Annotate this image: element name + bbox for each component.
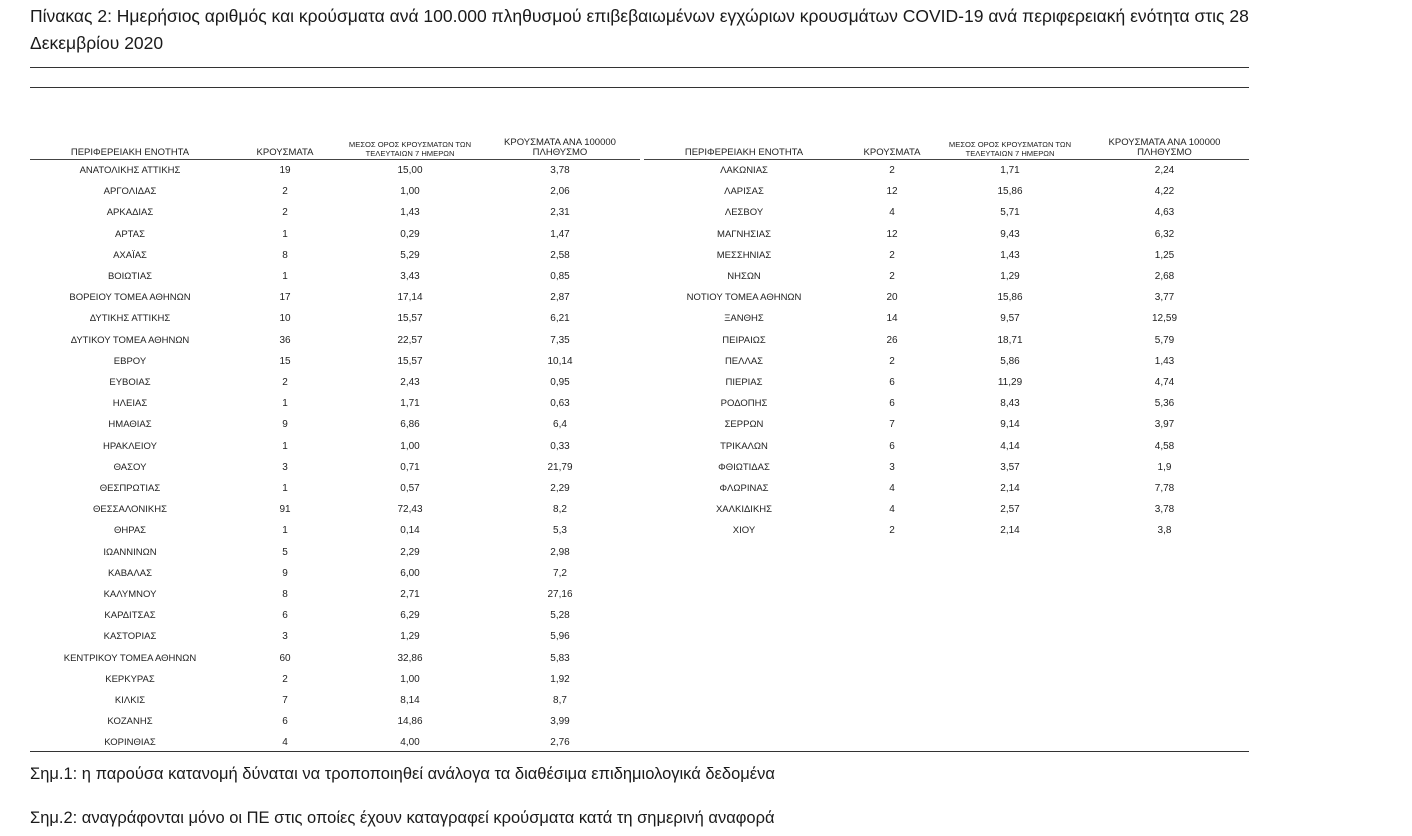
cell-avg7: 22,57 [397, 334, 423, 346]
cell-cases: 17 [279, 292, 291, 304]
cell-unit: ΝΟΤΙΟΥ ΤΟΜΕΑ ΑΘΗΝΩΝ [686, 292, 802, 304]
cell-avg7: 1,00 [400, 673, 420, 685]
cell-avg7: 32,86 [397, 652, 423, 664]
table-row [644, 520, 1249, 541]
cell-avg7: 0,29 [400, 228, 420, 240]
cell-avg7: 15,00 [397, 165, 423, 176]
cell-unit: ΘΗΡΑΣ [113, 525, 147, 537]
cell-avg7: 18,71 [997, 334, 1023, 346]
cell-cases: 2 [889, 271, 895, 283]
table-row [30, 457, 640, 478]
cell-per100k: 2,76 [550, 737, 570, 749]
header-cases: ΚΡΟΥΣΜΑΤΑ [230, 136, 340, 160]
table-row [30, 690, 640, 711]
table-row [644, 457, 1249, 478]
cell-per100k: 6,4 [553, 419, 567, 431]
table-row [30, 711, 640, 732]
cell-avg7: 2,43 [400, 377, 420, 389]
table-row [644, 372, 1249, 393]
table-row [30, 499, 640, 520]
table-header-row [644, 136, 1249, 160]
cell-per100k: 0,33 [550, 440, 570, 452]
cell-cases: 4 [282, 737, 288, 749]
cell-per100k: 27,16 [547, 589, 573, 601]
table-header-row [30, 136, 640, 160]
cell-avg7: 5,86 [1000, 355, 1020, 367]
header-unit: ΠΕΡΙΦΕΡΕΙΑΚΗ ΕΝΟΤΗΤΑ [644, 136, 844, 160]
cell-avg7: 9,14 [1000, 419, 1020, 431]
cell-cases: 2 [889, 249, 895, 261]
table-row [644, 351, 1249, 372]
cell-per100k: 7,2 [553, 567, 567, 579]
table-row [30, 160, 640, 182]
cell-cases: 1 [282, 398, 288, 410]
table-row [30, 351, 640, 372]
cell-per100k: 3,99 [550, 716, 570, 728]
cell-avg7: 5,71 [1000, 207, 1020, 219]
cell-unit: ΧΙΟΥ [732, 525, 756, 537]
cell-avg7: 1,71 [400, 398, 420, 410]
cell-avg7: 5,29 [400, 249, 420, 261]
cell-cases: 1 [282, 483, 288, 495]
table-row [30, 308, 640, 329]
table-row [30, 669, 640, 690]
header-avg7: ΜΕΣΟΣ ΟΡΟΣ ΚΡΟΥΣΜΑΤΩΝ ΤΩΝ ΤΕΛΕΥΤΑΙΩΝ 7 ΗΜΕΡΩΝ [940, 136, 1080, 160]
table-row [644, 330, 1249, 351]
cell-avg7: 0,57 [400, 483, 420, 495]
cell-avg7: 3,43 [400, 271, 420, 283]
cell-unit: ΞΑΝΘΗΣ [724, 313, 764, 325]
table-row [30, 626, 640, 647]
cell-avg7: 17,14 [397, 292, 423, 304]
cell-unit: ΚΟΖΑΝΗΣ [107, 716, 153, 728]
cell-per100k: 2,24 [1154, 165, 1175, 176]
table-row [644, 245, 1249, 266]
cases-table-left [30, 136, 640, 754]
cell-unit: ΚΕΡΚΥΡΑΣ [105, 673, 155, 685]
cell-per100k: 2,06 [550, 186, 570, 198]
cell-unit: ΑΧΑΪΑΣ [113, 249, 147, 261]
table-row [644, 287, 1249, 308]
cell-per100k: 3,77 [1154, 292, 1175, 304]
cell-per100k: 6,32 [1154, 228, 1175, 240]
cell-cases: 36 [279, 334, 291, 346]
cell-per100k: 3,8 [1157, 525, 1172, 537]
cell-cases: 6 [282, 610, 288, 622]
cell-per100k: 8,7 [553, 695, 567, 707]
header-avg7: ΜΕΣΟΣ ΟΡΟΣ ΚΡΟΥΣΜΑΤΩΝ ΤΩΝ ΤΕΛΕΥΤΑΙΩΝ 7 ΗΜΕΡΩΝ [340, 136, 480, 160]
cell-unit: ΔΥΤΙΚΟΥ ΤΟΜΕΑ ΑΘΗΝΩΝ [70, 334, 190, 346]
cell-cases: 3 [889, 461, 895, 473]
cell-avg7: 4,00 [400, 737, 420, 749]
cell-unit: ΠΕΙΡΑΙΩΣ [722, 334, 766, 346]
cell-unit: ΑΡΓΟΛΙΔΑΣ [103, 186, 157, 198]
cell-avg7: 1,43 [1000, 249, 1020, 261]
cell-per100k: 2,87 [550, 292, 570, 304]
cell-unit: ΣΕΡΡΩΝ [724, 419, 764, 431]
cell-per100k: 5,36 [1154, 398, 1175, 410]
cell-unit: ΘΕΣΣΑΛΟΝΙΚΗΣ [93, 504, 167, 516]
cell-unit: ΛΑΡΙΣΑΣ [724, 186, 764, 198]
title-divider-top [30, 67, 1249, 68]
table-row [644, 224, 1249, 245]
cell-per100k: 5,3 [553, 525, 567, 537]
cell-unit: ΤΡΙΚΑΛΩΝ [720, 440, 768, 452]
cell-cases: 6 [282, 716, 288, 728]
header-cases: ΚΡΟΥΣΜΑΤΑ [844, 136, 940, 160]
cell-avg7: 11,29 [997, 377, 1023, 389]
table-row [30, 266, 640, 287]
cell-unit: ΕΥΒΟΙΑΣ [109, 377, 151, 389]
cell-cases: 6 [889, 440, 895, 452]
table-row [644, 266, 1249, 287]
cell-avg7: 1,43 [400, 207, 420, 219]
table-row [30, 414, 640, 435]
table-row [644, 499, 1249, 520]
cell-cases: 2 [889, 525, 895, 537]
cell-cases: 1 [282, 440, 288, 452]
cell-per100k: 1,92 [550, 673, 570, 685]
header-per100k: ΚΡΟΥΣΜΑΤΑ ΑΝΑ 100000 ΠΛΗΘΥΣΜΟ [480, 136, 640, 160]
cell-cases: 60 [279, 652, 291, 664]
cell-avg7: 15,57 [397, 355, 423, 367]
cell-cases: 3 [282, 461, 288, 473]
cell-avg7: 3,57 [1000, 461, 1020, 473]
note-2: Σημ.2: αναγράφονται μόνο οι ΠΕ στις οποίες έχουν καταγραφεί κρούσματα κατά τη σημερινή αναφορά [30, 809, 775, 827]
cell-unit: ΚΟΡΙΝΘΙΑΣ [104, 737, 156, 749]
cell-per100k: 8,2 [553, 504, 567, 516]
cell-avg7: 0,71 [400, 461, 420, 473]
cell-cases: 2 [889, 355, 895, 367]
cell-cases: 1 [282, 271, 288, 283]
cell-per100k: 4,58 [1154, 440, 1175, 452]
cell-per100k: 1,25 [1154, 249, 1175, 261]
cell-cases: 91 [279, 504, 291, 516]
cell-unit: ΙΩΑΝΝΙΝΩΝ [103, 546, 157, 558]
cell-cases: 1 [282, 228, 288, 240]
cell-avg7: 6,00 [400, 567, 420, 579]
cell-unit: ΜΕΣΣΗΝΙΑΣ [716, 249, 772, 261]
cell-per100k: 5,96 [550, 631, 570, 643]
table-row [30, 202, 640, 223]
cell-cases: 12 [886, 186, 898, 198]
table-row [30, 393, 640, 414]
title-divider-bottom [30, 87, 1249, 88]
cell-unit: ΦΛΩΡΙΝΑΣ [719, 483, 769, 495]
cell-per100k: 2,29 [550, 483, 570, 495]
cell-per100k: 0,95 [550, 377, 570, 389]
cell-avg7: 15,57 [397, 313, 423, 325]
cell-unit: ΑΝΑΤΟΛΙΚΗΣ ΑΤΤΙΚΗΣ [79, 165, 181, 176]
cell-avg7: 72,43 [397, 504, 423, 516]
cell-avg7: 0,14 [400, 525, 420, 537]
cell-per100k: 0,63 [550, 398, 570, 410]
cell-per100k: 5,79 [1154, 334, 1175, 346]
cell-unit: ΗΛΕΙΑΣ [112, 398, 148, 410]
cell-cases: 2 [282, 377, 288, 389]
table-row [30, 648, 640, 669]
cell-unit: ΜΑΓΝΗΣΙΑΣ [717, 228, 771, 240]
table-row [644, 478, 1249, 499]
cell-per100k: 2,98 [550, 546, 570, 558]
table-row [30, 563, 640, 584]
cell-cases: 4 [889, 504, 895, 516]
cell-avg7: 15,86 [997, 186, 1023, 198]
table-bottom-divider [30, 751, 1249, 752]
cell-cases: 12 [886, 228, 898, 240]
cell-unit: ΘΑΣΟΥ [113, 461, 147, 473]
cell-unit: ΚΑΡΔΙΤΣΑΣ [104, 610, 156, 622]
table-row [30, 542, 640, 563]
cell-cases: 9 [282, 567, 288, 579]
cell-avg7: 14,86 [397, 716, 423, 728]
cell-avg7: 9,43 [1000, 228, 1020, 240]
cell-unit: ΛΕΣΒΟΥ [724, 207, 764, 219]
cell-cases: 3 [282, 631, 288, 643]
cell-unit: ΚΕΝΤΡΙΚΟΥ ΤΟΜΕΑ ΑΘΗΝΩΝ [63, 652, 197, 664]
table-row [30, 287, 640, 308]
cell-avg7: 2,14 [1000, 483, 1020, 495]
table-row [30, 372, 640, 393]
cell-cases: 10 [279, 313, 291, 325]
cell-unit: ΚΙΛΚΙΣ [114, 695, 146, 707]
cell-unit: ΛΑΚΩΝΙΑΣ [720, 165, 768, 176]
cell-cases: 2 [282, 673, 288, 685]
cell-cases: 8 [282, 249, 288, 261]
cell-per100k: 2,58 [550, 249, 570, 261]
cell-cases: 19 [279, 165, 291, 176]
cell-per100k: 1,43 [1154, 355, 1175, 367]
cell-cases: 26 [886, 334, 898, 346]
table-row [30, 436, 640, 457]
table-row [30, 181, 640, 202]
cell-cases: 15 [279, 355, 291, 367]
table-row [30, 245, 640, 266]
cell-avg7: 6,86 [400, 419, 420, 431]
cell-avg7: 15,86 [997, 292, 1023, 304]
table-row [30, 605, 640, 626]
cell-avg7: 1,71 [1000, 165, 1020, 176]
cell-avg7: 1,00 [400, 186, 420, 198]
cell-per100k: 21,79 [547, 461, 573, 473]
table-row [644, 393, 1249, 414]
cell-unit: ΧΑΛΚΙΔΙΚΗΣ [715, 504, 773, 516]
cell-unit: ΠΕΛΛΑΣ [724, 355, 764, 367]
cell-cases: 2 [889, 165, 895, 176]
cell-unit: ΗΜΑΘΙΑΣ [108, 419, 152, 431]
table-row [30, 330, 640, 351]
cell-per100k: 12,59 [1151, 313, 1178, 325]
table-row [30, 584, 640, 605]
cell-cases: 9 [282, 419, 288, 431]
cell-unit: ΦΘΙΩΤΙΔΑΣ [718, 461, 770, 473]
table-row [30, 478, 640, 499]
cell-per100k: 5,28 [550, 610, 570, 622]
cases-table-right [644, 136, 1249, 542]
cell-unit: ΚΑΒΑΛΑΣ [108, 567, 152, 579]
cell-per100k: 1,47 [550, 228, 570, 240]
cell-avg7: 2,71 [400, 589, 420, 601]
cell-per100k: 7,35 [550, 334, 570, 346]
cell-per100k: 0,85 [550, 271, 570, 283]
cell-unit: ΕΒΡΟΥ [113, 355, 147, 367]
header-per100k: ΚΡΟΥΣΜΑΤΑ ΑΝΑ 100000 ΠΛΗΘΥΣΜΟ [1080, 136, 1249, 160]
table-row [644, 202, 1249, 223]
table-row [644, 414, 1249, 435]
cell-cases: 4 [889, 207, 895, 219]
page-title: Πίνακας 2: Ημερήσιος αριθμός και κρούσματα ανά 100.000 πληθυσμού επιβεβαιωμένων εγχώριων κρουσμάτων COVID-19 ανά περιφερειακή ενότητα στις 28 Δεκεμβρίου 2020 [30, 6, 1249, 53]
cell-per100k: 7,78 [1154, 483, 1175, 495]
cell-per100k: 1,9 [1157, 461, 1172, 473]
cell-unit: ΡΟΔΟΠΗΣ [720, 398, 768, 410]
cell-unit: ΒΟΙΩΤΙΑΣ [107, 271, 153, 283]
cell-per100k: 4,63 [1154, 207, 1175, 219]
cell-unit: ΔΥΤΙΚΗΣ ΑΤΤΙΚΗΣ [89, 313, 171, 325]
cell-avg7: 2,57 [1000, 504, 1020, 516]
cell-cases: 6 [889, 398, 895, 410]
cell-avg7: 2,29 [400, 546, 420, 558]
table-row [30, 520, 640, 541]
cell-unit: ΑΡΤΑΣ [115, 228, 145, 240]
table-row [644, 160, 1249, 182]
cell-avg7: 8,43 [1000, 398, 1020, 410]
cell-cases: 20 [886, 292, 898, 304]
cell-cases: 4 [889, 483, 895, 495]
note-1: Σημ.1: η παρούσα κατανομή δύναται να τροποποιηθεί ανάλογα τα διαθέσιμα επιδημιολογικά δεδομένα [30, 765, 775, 783]
table-row [30, 224, 640, 245]
cell-per100k: 5,83 [550, 652, 570, 664]
cell-cases: 8 [282, 589, 288, 601]
cell-cases: 2 [282, 207, 288, 219]
cell-cases: 6 [889, 377, 895, 389]
cell-unit: ΗΡΑΚΛΕΙΟΥ [103, 440, 157, 452]
table-row [644, 436, 1249, 457]
cell-per100k: 6,21 [550, 313, 570, 325]
table-row [644, 308, 1249, 329]
cell-avg7: 6,29 [400, 610, 420, 622]
cell-unit: ΑΡΚΑΔΙΑΣ [106, 207, 154, 219]
cell-avg7: 1,29 [400, 631, 420, 643]
cell-per100k: 2,31 [550, 207, 570, 219]
cell-per100k: 3,78 [1154, 504, 1175, 516]
cell-unit: ΒΟΡΕΙΟΥ ΤΟΜΕΑ ΑΘΗΝΩΝ [69, 292, 191, 304]
cell-cases: 7 [282, 695, 288, 707]
cell-unit: ΚΑΣΤΟΡΙΑΣ [103, 631, 157, 643]
cell-avg7: 9,57 [1000, 313, 1020, 325]
cell-unit: ΚΑΛΥΜΝΟΥ [103, 589, 157, 601]
cell-unit: ΠΙΕΡΙΑΣ [725, 377, 763, 389]
cell-cases: 5 [282, 546, 288, 558]
header-unit: ΠΕΡΙΦΕΡΕΙΑΚΗ ΕΝΟΤΗΤΑ [30, 136, 230, 160]
table-row [644, 181, 1249, 202]
cell-cases: 7 [889, 419, 895, 431]
cell-per100k: 4,22 [1154, 186, 1175, 198]
cell-cases: 1 [282, 525, 288, 537]
cell-avg7: 8,14 [400, 695, 420, 707]
cell-avg7: 1,00 [400, 440, 420, 452]
cell-per100k: 10,14 [547, 355, 573, 367]
cell-cases: 2 [282, 186, 288, 198]
cell-per100k: 2,68 [1154, 271, 1175, 283]
cell-avg7: 4,14 [1000, 440, 1020, 452]
cell-avg7: 1,29 [1000, 271, 1020, 283]
cell-avg7: 2,14 [1000, 525, 1020, 537]
cell-per100k: 3,78 [550, 165, 570, 176]
cell-unit: ΝΗΣΩΝ [727, 271, 761, 283]
cell-cases: 14 [886, 313, 898, 325]
cell-unit: ΘΕΣΠΡΩΤΙΑΣ [99, 483, 161, 495]
cell-per100k: 4,74 [1154, 377, 1175, 389]
cell-per100k: 3,97 [1154, 419, 1175, 431]
